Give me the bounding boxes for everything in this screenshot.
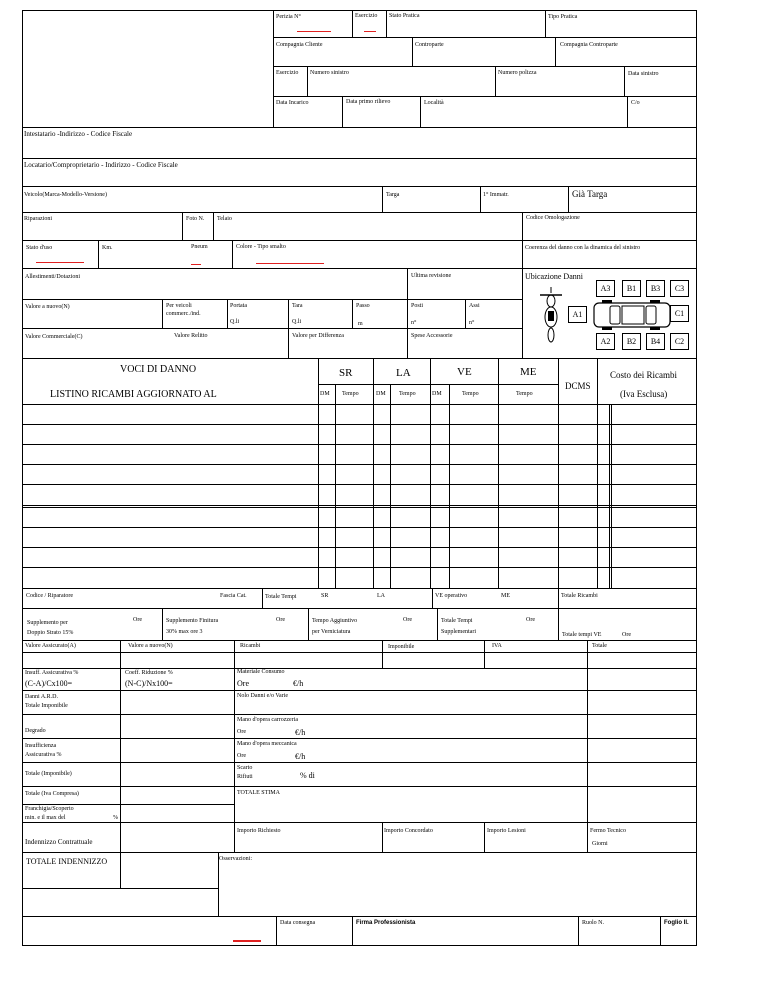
supplemento-finitura-label: Supplemento Finitura xyxy=(166,618,219,624)
table-row xyxy=(22,505,697,506)
ve-heading: VE xyxy=(457,366,472,378)
min-max-label: min. e il max del xyxy=(25,815,66,821)
assi-label: Assi xyxy=(469,303,480,309)
per-veicoli-label: Per veicoli xyxy=(166,303,192,309)
fermo-tecnico-label: Fermo Tecnico xyxy=(590,828,626,834)
pct-di-label: % di xyxy=(300,771,315,780)
iva-esclusa-heading: (Iva Esclusa) xyxy=(620,389,668,399)
insufficienza-label: Insufficienza xyxy=(25,743,57,749)
sr-dm-label: DM xyxy=(320,391,330,397)
la-dm-label: DM xyxy=(376,391,386,397)
valore-differenza-label: Valore per Differenza xyxy=(292,333,344,339)
car-topview-icon xyxy=(592,300,672,330)
valore-assicurato-label: Valore Assicurato(A) xyxy=(25,643,76,649)
meccanica-euro-h-label: €/h xyxy=(295,752,306,761)
posti-n-label: n° xyxy=(411,320,417,326)
totale-me-label: ME xyxy=(501,593,510,599)
codice-riparatore-label: Codice / Riparatore xyxy=(26,593,73,599)
data-consegna-label: Data consegna xyxy=(280,920,316,926)
perizia-label: Perizia N° xyxy=(276,14,301,20)
locatario-label: Locatario/Comproprietario - Indirizzo - Codice Fiscale xyxy=(24,161,178,169)
zone-b3[interactable]: B3 xyxy=(646,280,665,297)
ve-tempo-label: Tempo xyxy=(462,391,479,397)
esercizio2-label: Esercizio xyxy=(276,70,299,76)
zone-c1[interactable]: C1 xyxy=(670,305,689,322)
totale-stima-label: TOTALE STIMA xyxy=(237,790,280,796)
tara-label: Tara xyxy=(292,303,303,309)
table-row xyxy=(22,444,697,445)
valore-relitto-label: Valore Relitto xyxy=(174,333,208,339)
compagnia-controparte-label: Compagnia Controparte xyxy=(560,42,618,48)
degrado-label: Degrado xyxy=(25,728,46,734)
firma-label: Firma Professionista xyxy=(356,920,416,926)
materiale-euro-h-label: €/h xyxy=(293,679,304,688)
pneum-label: Pneum xyxy=(191,244,208,250)
supplemento-per-label: Supplemento per xyxy=(27,620,68,626)
giorni-label: Giorni xyxy=(592,841,608,847)
tara-qli-label: Q.li xyxy=(292,319,302,325)
table-row xyxy=(22,527,697,528)
coerenza-label: Coerenza del danno con la dinamica del sinistro xyxy=(525,245,641,251)
supplementari-ore-label: Ore xyxy=(526,617,535,623)
stato-pratica-label: Stato Pratica xyxy=(389,13,420,19)
valore-commerciale-label: Valore Commerciale(C) xyxy=(25,334,83,340)
rifiuti-label: Rifiuti xyxy=(237,774,253,780)
imponibile-label: Imponibile xyxy=(388,644,415,650)
table-row xyxy=(22,484,697,485)
formula-ca-label: (C-A)/Cx100= xyxy=(25,679,73,688)
numero-polizza-label: Numero polizza xyxy=(498,70,537,76)
table-row xyxy=(22,567,697,568)
localita-label: Località xyxy=(424,100,444,106)
meccanica-ore-label: Ore xyxy=(237,753,246,759)
ve-dm-label: DM xyxy=(432,391,442,397)
c-o-label: C/o xyxy=(631,100,640,106)
totale-tempi-label: Totale Tempi xyxy=(265,594,297,600)
insuff-assicurativa-label: Insuff. Assicurativa % xyxy=(25,670,79,676)
immatr-label: 1° Immatr. xyxy=(483,192,509,198)
codice-omologazione-label: Codice Omologazione xyxy=(526,215,580,221)
data-incarico-label: Data Incarico xyxy=(276,100,309,106)
totale-ricambi-label: Totale Ricambi xyxy=(561,593,598,599)
targa-label: Targa xyxy=(386,192,400,198)
stato-uso-label: Stato d'uso xyxy=(26,245,53,251)
totale-la-label: LA xyxy=(377,593,385,599)
totale-sr-label: SR xyxy=(321,593,329,599)
importo-richiesto-label: Importo Richiesto xyxy=(237,828,281,834)
la-tempo-label: Tempo xyxy=(399,391,416,397)
ruolo-label: Ruolo N. xyxy=(582,920,605,926)
controparte-label: Controparte xyxy=(415,42,444,48)
zone-a1[interactable]: A1 xyxy=(568,306,587,323)
carrozzeria-euro-h-label: €/h xyxy=(295,728,306,737)
formula-nc-label: (N-C)/Nx100= xyxy=(125,679,173,688)
totale-iva-label: Totale (Iva Compresa) xyxy=(25,791,79,797)
carrozzeria-ore-label: Ore xyxy=(237,729,246,735)
finitura-ore-label: Ore xyxy=(276,617,285,623)
passo-m-label: m xyxy=(358,321,363,327)
esercizio-label: Esercizio xyxy=(355,13,378,19)
sr-heading: SR xyxy=(339,367,353,379)
zone-a2[interactable]: A2 xyxy=(596,333,615,350)
totale-tempi-supp-label: Totale Tempi xyxy=(441,618,473,624)
table-row xyxy=(22,424,697,425)
listino-heading: LISTINO RICAMBI AGGIORNATO AL xyxy=(50,389,217,400)
me-heading: ME xyxy=(520,366,537,378)
tempo-aggiuntivo-label: Tempo Aggiuntivo xyxy=(312,618,358,624)
valore-nuovo-label: Valore a nuovo(N) xyxy=(25,304,70,310)
zone-b1[interactable]: B1 xyxy=(622,280,641,297)
iva-label: IVA xyxy=(492,643,502,649)
passo-label: Passo xyxy=(356,303,370,309)
sr-tempo-label: Tempo xyxy=(342,391,359,397)
posti-label: Posti xyxy=(411,303,424,309)
scarto-label: Scarto xyxy=(237,765,253,771)
importo-concordato-label: Importo Concordato xyxy=(384,828,433,834)
fascia-cat-label: Fascia Cat. xyxy=(220,593,247,599)
zone-a3[interactable]: A3 xyxy=(596,280,615,297)
osservazioni-label: Osservazioni: xyxy=(219,856,252,862)
spese-accessorie-label: Spese Accessorie xyxy=(411,333,453,339)
km-label: Km. xyxy=(102,245,113,251)
indennizzo-contrattuale-label: Indennizzo Contrattuale xyxy=(25,838,93,846)
doppio-strato-ore-label: Ore xyxy=(133,617,142,623)
materiale-ore-label: Ore xyxy=(237,679,249,688)
la-heading: LA xyxy=(396,367,411,379)
totale-tempi-ve-label: Totale tempi VE xyxy=(562,632,602,638)
nolo-danni-label: Nolo Danni e/o Varie xyxy=(237,693,289,699)
me-tempo-label: Tempo xyxy=(516,391,533,397)
telaio-label: Telaio xyxy=(217,216,232,222)
totale-indennizzo-label: TOTALE INDENNIZZO xyxy=(26,857,108,866)
materiale-consumo-label: Materiale Consumo xyxy=(237,669,285,675)
ricambi-label: Ricambi xyxy=(240,643,261,649)
colore-label: Colore - Tipo smalto xyxy=(236,244,286,250)
franchigia-pct-label: % xyxy=(113,815,118,821)
franchigia-label: Franchigia/Scoperto xyxy=(25,806,74,812)
danni-ard-label: Danni A.R.D. xyxy=(25,694,58,700)
table-row xyxy=(22,547,697,548)
foto-n-label: Foto N. xyxy=(186,216,205,222)
coeff-riduzione-label: Coeff. Riduzione % xyxy=(125,670,173,676)
ultima-revisione-label: Ultima revisione xyxy=(411,273,452,279)
costo-ricambi-heading: Costo dei Ricambi xyxy=(610,370,677,380)
zone-c3[interactable]: C3 xyxy=(670,280,689,297)
compagnia-cliente-label: Compagnia Cliente xyxy=(276,42,323,48)
tipo-pratica-label: Tipo Pratica xyxy=(548,14,578,20)
gia-targa-label: Già Targa xyxy=(572,189,608,199)
assicurativa-pct-label: Assicurativa % xyxy=(25,752,62,758)
zone-b2[interactable]: B2 xyxy=(622,333,641,350)
portata-label: Portata xyxy=(230,303,247,309)
ve-operativo-label: VE operativo xyxy=(435,593,468,599)
zone-c2[interactable]: C2 xyxy=(670,333,689,350)
numero-sinistro-label: Numero sinistro xyxy=(310,70,349,76)
dcms-heading: DCMS xyxy=(565,381,591,391)
voci-di-danno-heading: VOCI DI DANNO xyxy=(120,364,197,375)
valore-nuovo-summary-label: Valore a nuovo(N) xyxy=(128,643,173,649)
finitura-max-label: 30% max ore 3 xyxy=(166,629,203,635)
totale-label: Totale xyxy=(592,643,607,649)
table-row xyxy=(22,464,697,465)
foglio-label: Foglio II. xyxy=(664,920,689,926)
allestimenti-label: Allestimenti/Dotazioni xyxy=(25,274,80,280)
commerc-ind-label: commerc./ind. xyxy=(166,311,201,317)
doppio-strato-label: Doppio Strato 15% xyxy=(27,630,74,636)
intestatario-label: Intestatario -Indirizzo - Codice Fiscale xyxy=(24,130,133,138)
importo-lesioni-label: Importo Lesioni xyxy=(487,828,526,834)
totale-tempi-ve-ore-label: Ore xyxy=(622,632,631,638)
supplementari-label: Supplementari xyxy=(441,629,476,635)
per-verniciatura-label: per Verniciatura xyxy=(312,629,351,635)
totale-imponibile-label: Totale Imponibile xyxy=(25,703,68,709)
assi-n-label: n° xyxy=(469,320,475,326)
portata-qli-label: Q.li xyxy=(230,319,240,325)
data-sinistro-label: Data sinistro xyxy=(628,71,659,77)
verniciatura-ore-label: Ore xyxy=(403,617,412,623)
data-primo-rilievo-label: Data primo rilievo xyxy=(346,99,391,105)
zone-b4[interactable]: B4 xyxy=(646,333,665,350)
veicolo-label: Veicolo(Marca-Modello-Versione) xyxy=(24,192,107,198)
ubicazione-danni-label: Ubicazione Danni xyxy=(525,272,583,281)
mano-carrozzeria-label: Mano d'opera carrozzeria xyxy=(237,717,299,723)
mano-meccanica-label: Mano d'opera meccanica xyxy=(237,741,297,747)
riparazioni-label: Riparazioni xyxy=(24,216,52,222)
motorcycle-icon xyxy=(536,285,566,345)
totale-imponibile2-label: Totale (Imponibile) xyxy=(25,771,72,777)
